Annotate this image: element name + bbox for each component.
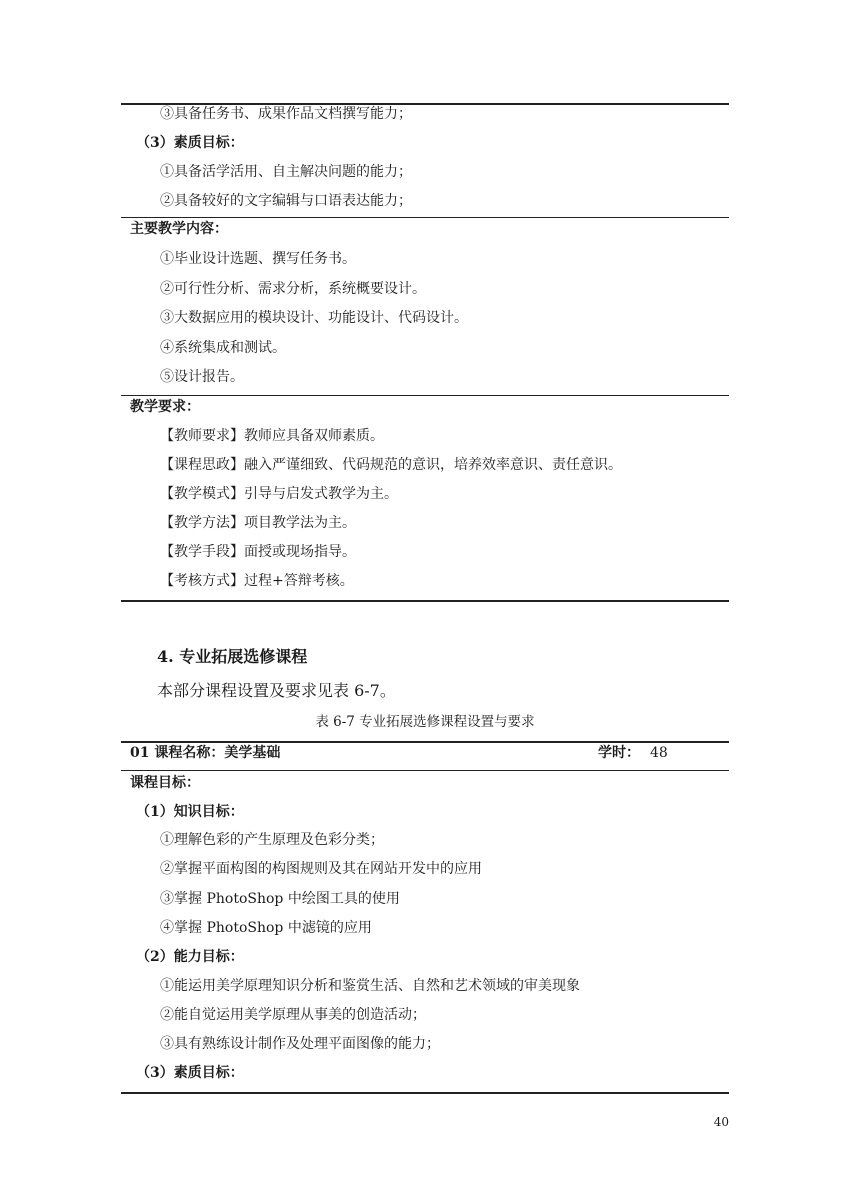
page-number: 40 [713, 1115, 729, 1129]
course-name: 01 课程名称：美学基础 [130, 745, 281, 761]
requirement-item-1: 【教师要求】教师应具备双师素质。 [160, 428, 384, 444]
content-item-3: ③大数据应用的模块设计、功能设计、代码设计。 [160, 310, 468, 326]
table1-divider-1 [121, 217, 729, 218]
ability-item-1: ①能运用美学原理知识分析和鉴赏生活、自然和艺术领域的审美现象 [160, 978, 580, 994]
knowledge-item-2: ②掌握平面构图的构图规则及其在网站开发中的应用 [160, 861, 482, 877]
hours-label: 学时： [598, 745, 640, 761]
hours-value: 48 [650, 745, 668, 761]
ability-item-2: ②能自觉运用美学原理从事美的创造活动； [160, 1007, 426, 1023]
table1-divider-2 [121, 395, 729, 396]
requirement-item-6: 【考核方式】过程+答辩考核。 [160, 573, 354, 589]
quality-goal-heading-2: （3）素质目标： [136, 1065, 244, 1081]
quality-goal-heading: （3）素质目标： [136, 135, 244, 151]
knowledge-item-4: ④掌握 PhotoShop 中滤镜的应用 [160, 920, 372, 936]
quality-item-2: ②具备较好的文字编辑与口语表达能力； [160, 193, 412, 209]
quality-item-1: ①具备活学活用、自主解决问题的能力； [160, 164, 412, 180]
section-paragraph: 本部分课程设置及要求见表 6-7。 [157, 681, 396, 700]
knowledge-item-3: ③掌握 PhotoShop 中绘图工具的使用 [160, 891, 400, 907]
requirement-item-4: 【教学方法】项目教学法为主。 [160, 515, 356, 531]
ability-item-3: ③具备任务书、成果作品文档撰写能力； [160, 106, 412, 122]
requirement-item-3: 【教学模式】引导与启发式教学为主。 [160, 486, 398, 502]
ability-item-3b: ③具有熟练设计制作及处理平面图像的能力； [160, 1036, 440, 1052]
table-caption: 表 6-7 专业拓展选修课程设置与要求 [315, 714, 535, 730]
table1-bottom-rule [121, 600, 729, 602]
requirement-item-2: 【课程思政】融入严谨细致、代码规范的意识，培养效率意识、责任意识。 [160, 457, 622, 473]
knowledge-item-1: ①理解色彩的产生原理及色彩分类； [160, 832, 384, 848]
table2-bottom-rule [121, 1092, 729, 1094]
section-heading: 4. 专业拓展选修课程 [157, 647, 308, 666]
ability-goal-heading: （2）能力目标： [136, 949, 244, 965]
content-item-1: ①毕业设计选题、撰写任务书。 [160, 251, 356, 267]
content-item-5: ⑤设计报告。 [160, 369, 244, 385]
knowledge-goal-heading: （1）知识目标： [136, 804, 244, 820]
requirements-heading: 教学要求： [130, 399, 200, 415]
table2-divider-1 [121, 770, 729, 771]
content-heading: 主要教学内容： [130, 221, 228, 237]
content-item-4: ④系统集成和测试。 [160, 340, 286, 356]
requirement-item-5: 【教学手段】面授或现场指导。 [160, 544, 356, 560]
course-goal-heading: 课程目标： [130, 775, 200, 791]
content-item-2: ②可行性分析、需求分析，系统概要设计。 [160, 281, 426, 297]
